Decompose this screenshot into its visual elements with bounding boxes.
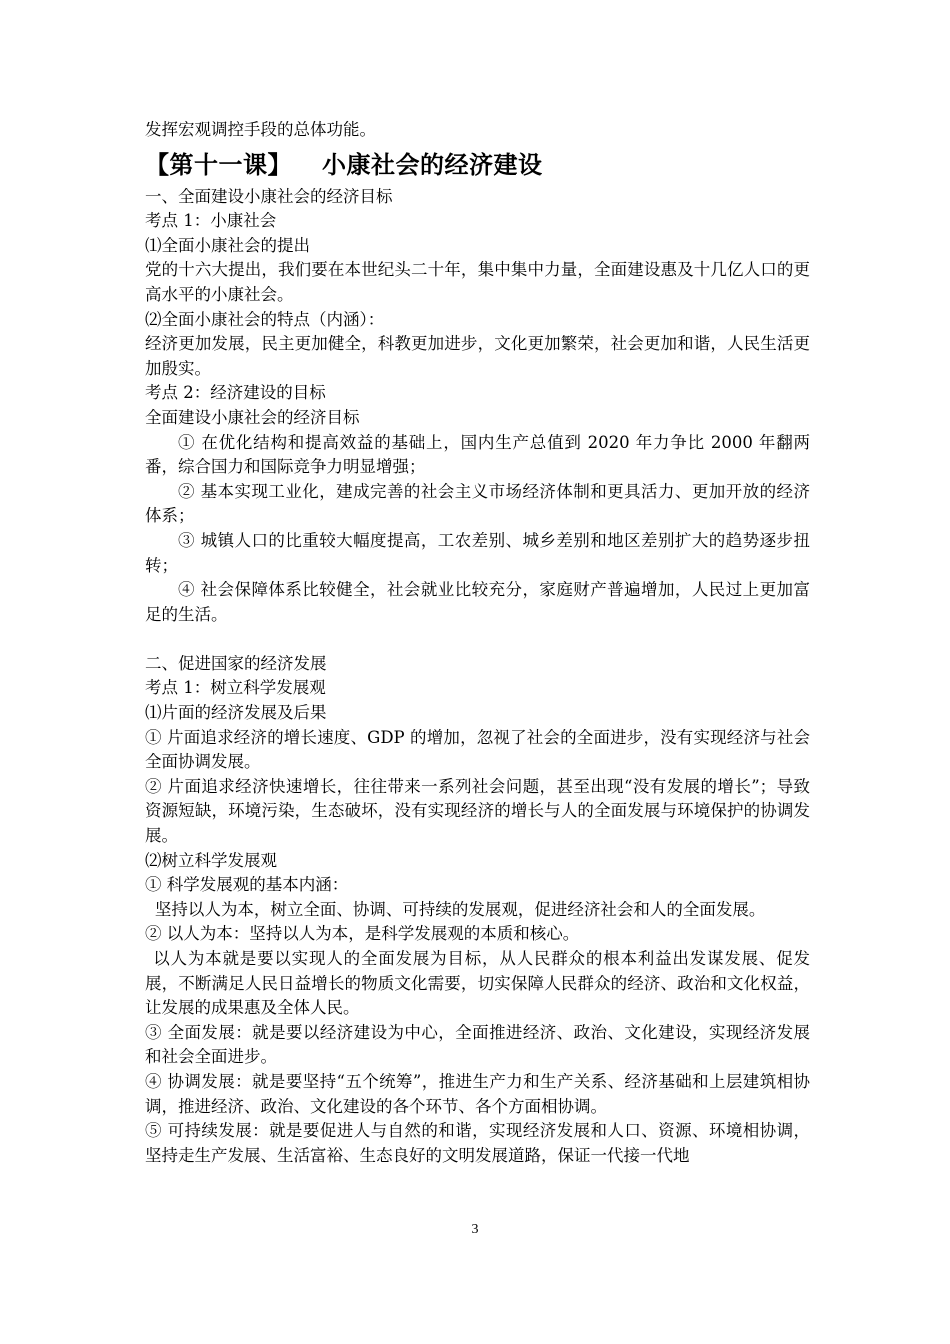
paragraph: 发挥宏观调控手段的总体功能。 xyxy=(145,120,376,139)
paragraph: 坚持以人为本，树立全面、协调、可持续的发展观，促进经济社会和人的全面发展。 xyxy=(154,899,766,919)
lesson-heading xyxy=(145,145,810,185)
blank-line xyxy=(145,627,810,652)
list-item: ③ 全面发展：就是要以经济建设为中心，全面推进经济、政治、文化建设，实现经济发展和社会全面进步。 xyxy=(145,1022,810,1067)
list-item: ③ 城镇人口的比重较大幅度提高，工农差别、城乡差别和地区差别扩大的趋势逐步扭转； xyxy=(145,530,810,575)
exam-point-heading: 考点 1：小康社会 xyxy=(145,211,277,231)
paragraph: 全面建设小康社会的经济目标 xyxy=(145,407,360,427)
paragraph: 经济更加发展，民主更加健全，科教更加进步，文化更加繁荣，社会更加和谐，人民生活更加殷实。 xyxy=(145,334,810,378)
lesson-title: 小康社会的经济建设 xyxy=(322,149,543,179)
lesson-label: 【第十一课】 xyxy=(145,149,292,179)
page-content xyxy=(145,118,810,1168)
list-item: ① 科学发展观的基本内涵： xyxy=(145,875,349,895)
list-item: ④ 协调发展：就是要坚持“五个统筹”，推进生产力和生产关系、经济基础和上层建筑相协调，推进经济、政治、文化建设的各个环节、各个方面相协调。 xyxy=(145,1071,810,1116)
section-heading: 一、全面建设小康社会的经济目标 xyxy=(145,186,393,206)
paragraph: 以人为本就是要以实现人的全面发展为目标，从人民群众的根本利益出发谋发展、促发展，不断满足人民日益增长的物质文化需要，切实保障人民群众的经济、政治和文化权益，让发展的成果惠及全体人民。 xyxy=(145,949,810,1018)
exam-point-heading: 考点 2：经济建设的目标 xyxy=(145,383,326,403)
list-item: ② 片面追求经济快速增长，往往带来一系列社会问题，甚至出现“没有发展的增长”；导致资源短缺，环境污染，生态破坏，没有实现经济的增长与人的全面发展与环境保护的协调发展。 xyxy=(145,776,810,846)
list-item: ② 基本实现工业化，建成完善的社会主义市场经济体制和更具活力、更加开放的经济体系； xyxy=(145,481,810,526)
list-item: ① 片面追求经济的增长速度、GDP 的增加，忽视了社会的全面进步，没有实现经济与社会全面协调发展。 xyxy=(145,727,810,772)
subheading: ⑵全面小康社会的特点（内涵）： xyxy=(145,309,385,329)
list-item: ④ 社会保障体系比较健全，社会就业比较充分，家庭财产普遍增加，人民过上更加富足的生活。 xyxy=(145,580,810,624)
subheading: ⑴全面小康社会的提出 xyxy=(145,235,310,255)
list-item: ⑤ 可持续发展：就是要促进人与自然的和谐，实现经济发展和人口、资源、环境相协调，坚持走生产发展、生活富裕、生态良好的文明发展道路，保证一代接一代地 xyxy=(145,1121,810,1165)
paragraph: 党的十六大提出，我们要在本世纪头二十年，集中集中力量，全面建设惠及十几亿人口的更高水平的小康社会。 xyxy=(145,260,810,304)
exam-point-heading: 考点 1：树立科学发展观 xyxy=(145,678,326,698)
page-number: 3 xyxy=(471,1222,479,1237)
list-item: ① 在优化结构和提高效益的基础上，国内生产总值到 2020 年力争比 2000 年翻两番，综合国力和国际竞争力明显增强； xyxy=(145,432,810,477)
section-heading: 二、促进国家的经济发展 xyxy=(145,653,327,673)
subheading: ⑴片面的经济发展及后果 xyxy=(145,703,327,723)
list-item: ② 以人为本：坚持以人为本，是科学发展观的本质和核心。 xyxy=(145,924,580,944)
subheading: ⑵树立科学发展观 xyxy=(145,850,277,870)
